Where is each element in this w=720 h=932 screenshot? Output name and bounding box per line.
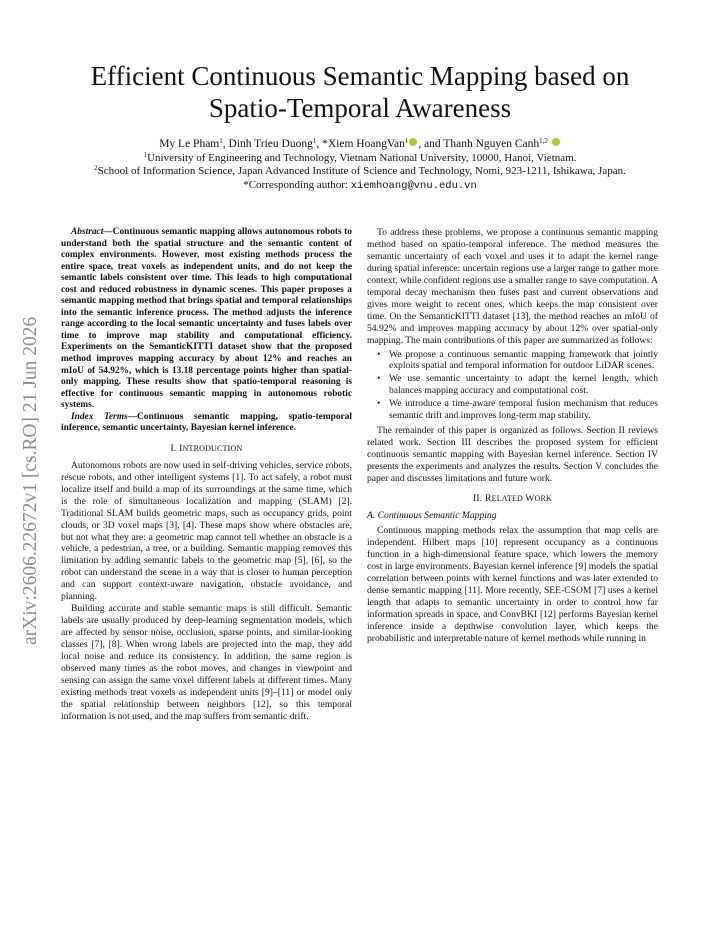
section-rest: ORK — [534, 494, 552, 504]
title-line-1: Efficient Continuous Semantic Mapping based on — [90, 61, 630, 91]
section-heading-related-work — [367, 493, 658, 505]
index-terms-label: Index Terms — [71, 411, 128, 422]
author-1-sup: 1 — [219, 137, 223, 145]
list-item: • We use semantic uncertainty to adapt the kernel length, which balances mapping accuracy and computational cost. — [389, 373, 658, 397]
section-initial: W — [525, 493, 535, 505]
list-item: • We introduce a time-aware temporal fusion mechanism that reduces semantic drift and improves long-term map stability. — [389, 398, 658, 422]
orcid-icon[interactable] — [552, 138, 560, 146]
author-2-sup: 1 — [312, 137, 317, 145]
section-rest: ELATED — [491, 494, 526, 504]
subsection-heading: A. Continuous Semantic Mapping — [367, 509, 497, 521]
affiliation-1-text: University of Engineering and Technology, Vietnam National University, 10000, Hanoi, Vietnam. — [147, 151, 577, 164]
affiliation-2 — [60, 165, 660, 179]
intro-paragraph-3: To address these problems, we propose a continuous semantic mapping method based on spatio-temporal inference. The method measures the semantic uncertainty of each voxel and uses it to adapt the kernel range during spatial inference: uncertain regions use a larger range to gather more context, while confident regions use a smaller range to save computation. A temporal decay mechanism then fuses past and current observations and gives more weight to recent ones, which keeps the map consistent over time. On the SemanticKITTI dataset [13], the method reaches an mIoU of 54.92% and improves mapping accuracy by about 12% over spatial-only mapping. The main contributions of this paper are summarized as follows: — [367, 227, 658, 346]
arxiv-stamp — [6, 230, 46, 650]
corresponding-label: *Corresponding author: — [243, 178, 351, 191]
section-initial: R — [485, 493, 492, 505]
orcid-icon[interactable] — [409, 138, 417, 146]
author-4: , and Thanh Nguyen Canh — [418, 138, 540, 150]
corresponding-author — [60, 179, 660, 194]
author-names — [60, 138, 660, 152]
affiliation-2-text: School of Information Science, Japan Advanced Institute of Science and Technology, Nomi, 923-1211, Ishikawa, Japan. — [97, 165, 626, 177]
author-1: My Le Pham — [159, 138, 220, 150]
arxiv-stamp-svg — [6, 230, 46, 650]
contribution-list — [367, 349, 658, 423]
intro-paragraph-1: Autonomous robots are now used in self-driving vehicles, service robots, rescue robots, and other intelligent systems [1]. To act safely, a robot must localize itself and build a map of its surroundings at the same time, which is the role of simultaneous localization and mapping (SLAM) [2]. Traditional SLAM builds geometric maps, such as occupancy grids, point clouds, or 3D voxel maps [3], [4]. These maps show where obstacles are, but not what they are: a geometric map cannot tell whether an obstacle is a vehicle, a pedestrian, a tree, or a building. Semantic mapping removes this limitation by adding semantic labels to the geometric map [5], [6], so the robot can understand the scene in a way that is closer to human perception and can support context-aware navigation, obstacle avoidance, and planning. — [61, 459, 352, 603]
right-column — [367, 227, 658, 644]
intro-paragraph-2: Building accurate and stable semantic maps is still difficult. Semantic labels are usually produced by deep-learning segmentation models, which are affected by sensor noise, occlusion, sparse points, and similar-looking classes [7], [8]. When wrong labels are projected into the map, they add local noise and reduce its consistency. In addition, the same region is observed many times as the robot moves, and changes in viewpoint and sensing can assign the same voxel different labels at different times. Many existing methods treat voxels as independent units [9]–[11] or model only the spatial relationship between neighbors [12], so this temporal information is not used, and the map suffers from semantic drift. — [61, 603, 352, 722]
author-2: , Dinh Trieu Duong — [222, 138, 313, 150]
affiliation-1-sup: 1 — [143, 150, 148, 159]
left-column — [61, 227, 352, 723]
intro-paragraph-4: The remainder of this paper is organized as follows. Section II reviews related work. Section III describes the proposed system for efficient continuous semantic mapping with Bayesian kernel inference. Section IV presents the experiments and analyzes the results. Section V concludes the paper and discusses limitations and future work. — [367, 425, 658, 485]
abstract — [61, 227, 352, 412]
section-initial: I — [179, 442, 183, 454]
affiliation-2-sup: 2 — [94, 164, 98, 172]
author-3: , *Xiem HoangVan — [316, 138, 405, 150]
paper-title — [60, 60, 660, 124]
related-paragraph-1: Continuous mapping methods relax the assumption that map cells are independent. Hilbert maps [10] represent occupancy as a continuous function in a high-dimensional feature space, which lowers the memory cost in large environments. Bayesian kernel inference [9] models the spatial correlation between points with kernel functions and was later extended to dense semantic mapping [11]. More recently, SEE-CSOM [7] uses a kernel length that adapts to semantic uncertainty in order to control how far information spreads in space, and ConvBKI [12] performs Bayesian kernel inference inside a depthwise convolution layer, which keeps the probabilistic and interpretable nature of kernel methods while running in — [367, 524, 659, 644]
list-item: • We propose a continuous semantic mapping framework that jointly exploits spatial and temporal information for outdoor LiDAR scenes. — [389, 349, 658, 373]
section-num: II. — [473, 493, 485, 505]
author-block — [60, 138, 660, 193]
arxiv-id-text: arXiv:2606.22672v1 [cs.RO] 21 Jun 2026 — [20, 316, 41, 645]
author-4-sup: 1,2 — [539, 137, 548, 145]
section-rest: NTRODUCTION — [182, 443, 243, 453]
section-num: I. — [170, 442, 180, 454]
abstract-text: —Continuous semantic mapping allows autonomous robots to understand both the spatial structure and the semantic content of complex environments. However, most existing methods process the entire space, treat voxels as independent units, and do not keep the semantic labels consistent over time. This leads to high computational cost and reduced robustness in dynamic scenes. This paper proposes a semantic mapping method that brings spatial and temporal relationships into the semantic inference process. The method adjusts the inference range according to the local semantic uncertainty and fuses labels over time to improve map stability and computational efficiency. Experiments on the SemanticKITTI dataset show that the proposed method improves mapping accuracy by about 12% and reaches an mIoU of 54.92%, which is 13.18 percentage points higher than spatial-only mapping. These results show that spatio-temporal reasoning is effective for continuous semantic mapping in autonomous robotic systems. — [61, 227, 353, 411]
title-line-2: Spatio-Temporal Awareness — [208, 93, 512, 123]
index-terms — [61, 412, 352, 435]
author-3-sup: 1 — [404, 137, 409, 145]
corresponding-email[interactable]: xiemhoang@vnu.edu.vn — [350, 179, 477, 192]
section-heading-introduction — [61, 443, 352, 455]
abstract-label: Abstract — [71, 227, 104, 237]
affiliation-1 — [60, 152, 660, 166]
index-terms-text: —Continuous semantic mapping, spatio-temporal inference, semantic uncertainty, Bayesian kernel inference. — [61, 411, 353, 434]
